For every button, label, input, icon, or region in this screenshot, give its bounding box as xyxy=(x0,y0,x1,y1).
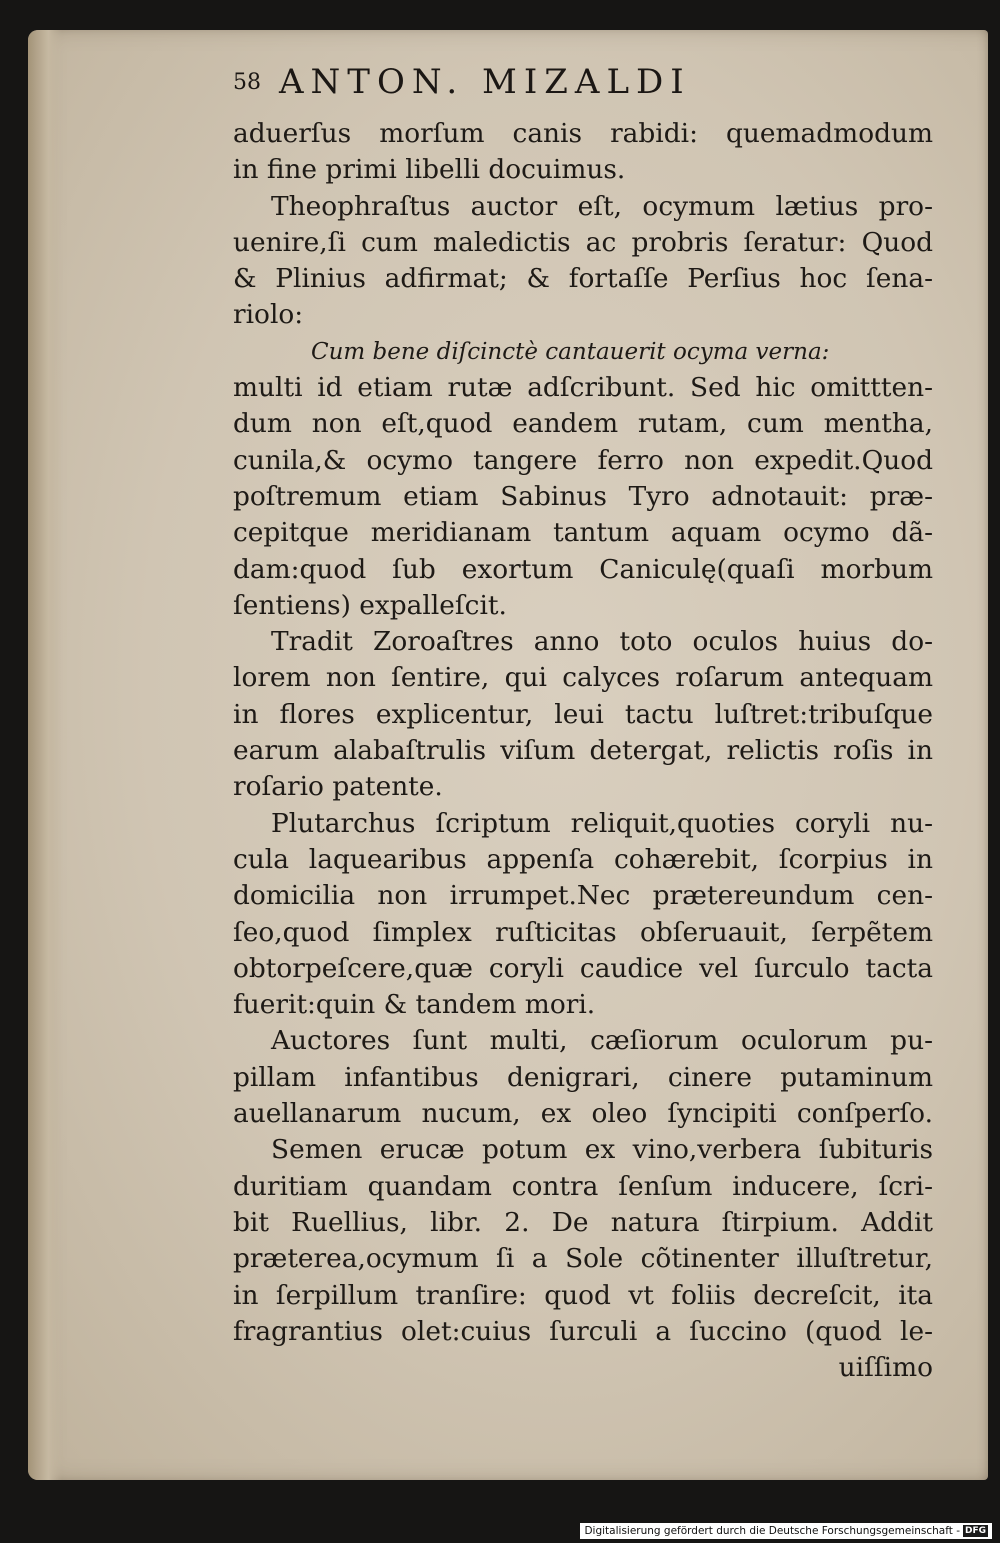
verse-quotation: Cum bene diſcinctè cantauerit ocyma verna: xyxy=(311,338,830,365)
text-line: Plutarchus ſcriptum reliquit,quoties coryli nu- xyxy=(271,807,933,839)
text-line: pillam infantibus denigrari, cinere putaminum xyxy=(233,1061,933,1093)
digitization-credit xyxy=(580,1523,992,1539)
text-line: poſtremum etiam Sabinus Tyro adnotauit: præ- xyxy=(233,480,933,512)
text-line: cunila,& ocymo tangere ferro non expedit.Quod xyxy=(233,444,933,476)
text-line: aduerſus morſum canis rabidi: quemadmodum xyxy=(233,118,933,149)
text-line: præterea,ocymum ſi a Sole cõtinenter illuſtretur, xyxy=(233,1243,933,1275)
text-line: fragrantius olet:cuius ſurculi a ſuccino (quod le- xyxy=(233,1315,933,1347)
text-line: uiſſimo xyxy=(838,1352,933,1384)
text-line: in ſerpillum tranſire: quod vt foliis decreſcit, ita xyxy=(233,1279,933,1311)
running-title: ANTON. MIZALDI xyxy=(279,62,691,102)
text-line: auellanarum nucum, ex oleo ſyncipiti conſperſo. xyxy=(233,1098,933,1130)
text-line: cula laquearibus appenſa cohærebit, ſcorpius in xyxy=(233,843,933,875)
text-line: riolo: xyxy=(233,299,304,331)
text-line: dum non eſt,quod eandem rutam, cum mentha, xyxy=(233,408,933,440)
text-line: in flores explicentur, leui tactu luſtret:tribuſque xyxy=(233,698,933,730)
text-line: bit Ruellius, libr. 2. De natura ſtirpium. Addit xyxy=(233,1206,933,1238)
dfg-logo: DFG xyxy=(964,1526,986,1536)
text-line: cepitque meridianam tantum aquam ocymo dã- xyxy=(233,517,933,549)
page-spine-shadow xyxy=(28,30,62,1480)
text-line: ſentiens) expalleſcit. xyxy=(233,589,507,621)
text-line: in fine primi libelli docuimus. xyxy=(233,154,626,186)
text-line: Tradit Zoroaſtres anno toto oculos huius do- xyxy=(271,626,933,658)
text-line: ſeo,quod ſimplex ruſticitas obſeruauit, ſerpẽtem xyxy=(233,916,933,948)
body-text xyxy=(233,116,933,1386)
text-line: fuerit:quin & tandem mori. xyxy=(233,989,596,1021)
text-line: roſario patente. xyxy=(233,771,443,803)
text-line: domicilia non irrumpet.Nec prætereundum cen- xyxy=(233,880,933,912)
text-line: Theophraſtus auctor eſt, ocymum lætius pro- xyxy=(271,190,933,222)
book-page xyxy=(28,30,988,1480)
running-header xyxy=(233,62,833,106)
page-number: 58 xyxy=(233,70,261,95)
text-line: dam:quod ſub exortum Caniculę(quaſi morbum xyxy=(233,553,933,585)
text-line: uenire,ſi cum maledictis ac probris ſeratur: Quod xyxy=(233,226,933,258)
text-line: multi id etiam rutæ adſcribunt. Sed hic omittten- xyxy=(233,372,933,404)
text-line: duritiam quandam contra ſenſum inducere, ſcri- xyxy=(233,1170,933,1202)
credit-text: Digitalisierung gefördert durch die Deutsche Forschungsgemeinschaft - xyxy=(584,1525,960,1537)
text-line: obtorpeſcere,quæ coryli caudice vel ſurculo tacta xyxy=(233,952,933,984)
text-line: lorem non ſentire, qui calyces roſarum antequam xyxy=(233,662,933,694)
text-line: Auctores ſunt multi, cæſiorum oculorum pu- xyxy=(271,1025,933,1057)
text-line: & Plinius adfirmat; & fortaſſe Perſius hoc ſena- xyxy=(233,263,933,295)
text-line: earum alabaſtrulis viſum detergat, relictis roſis in xyxy=(233,735,933,767)
text-line: Semen erucæ potum ex vino,verbera ſubituris xyxy=(271,1134,933,1166)
